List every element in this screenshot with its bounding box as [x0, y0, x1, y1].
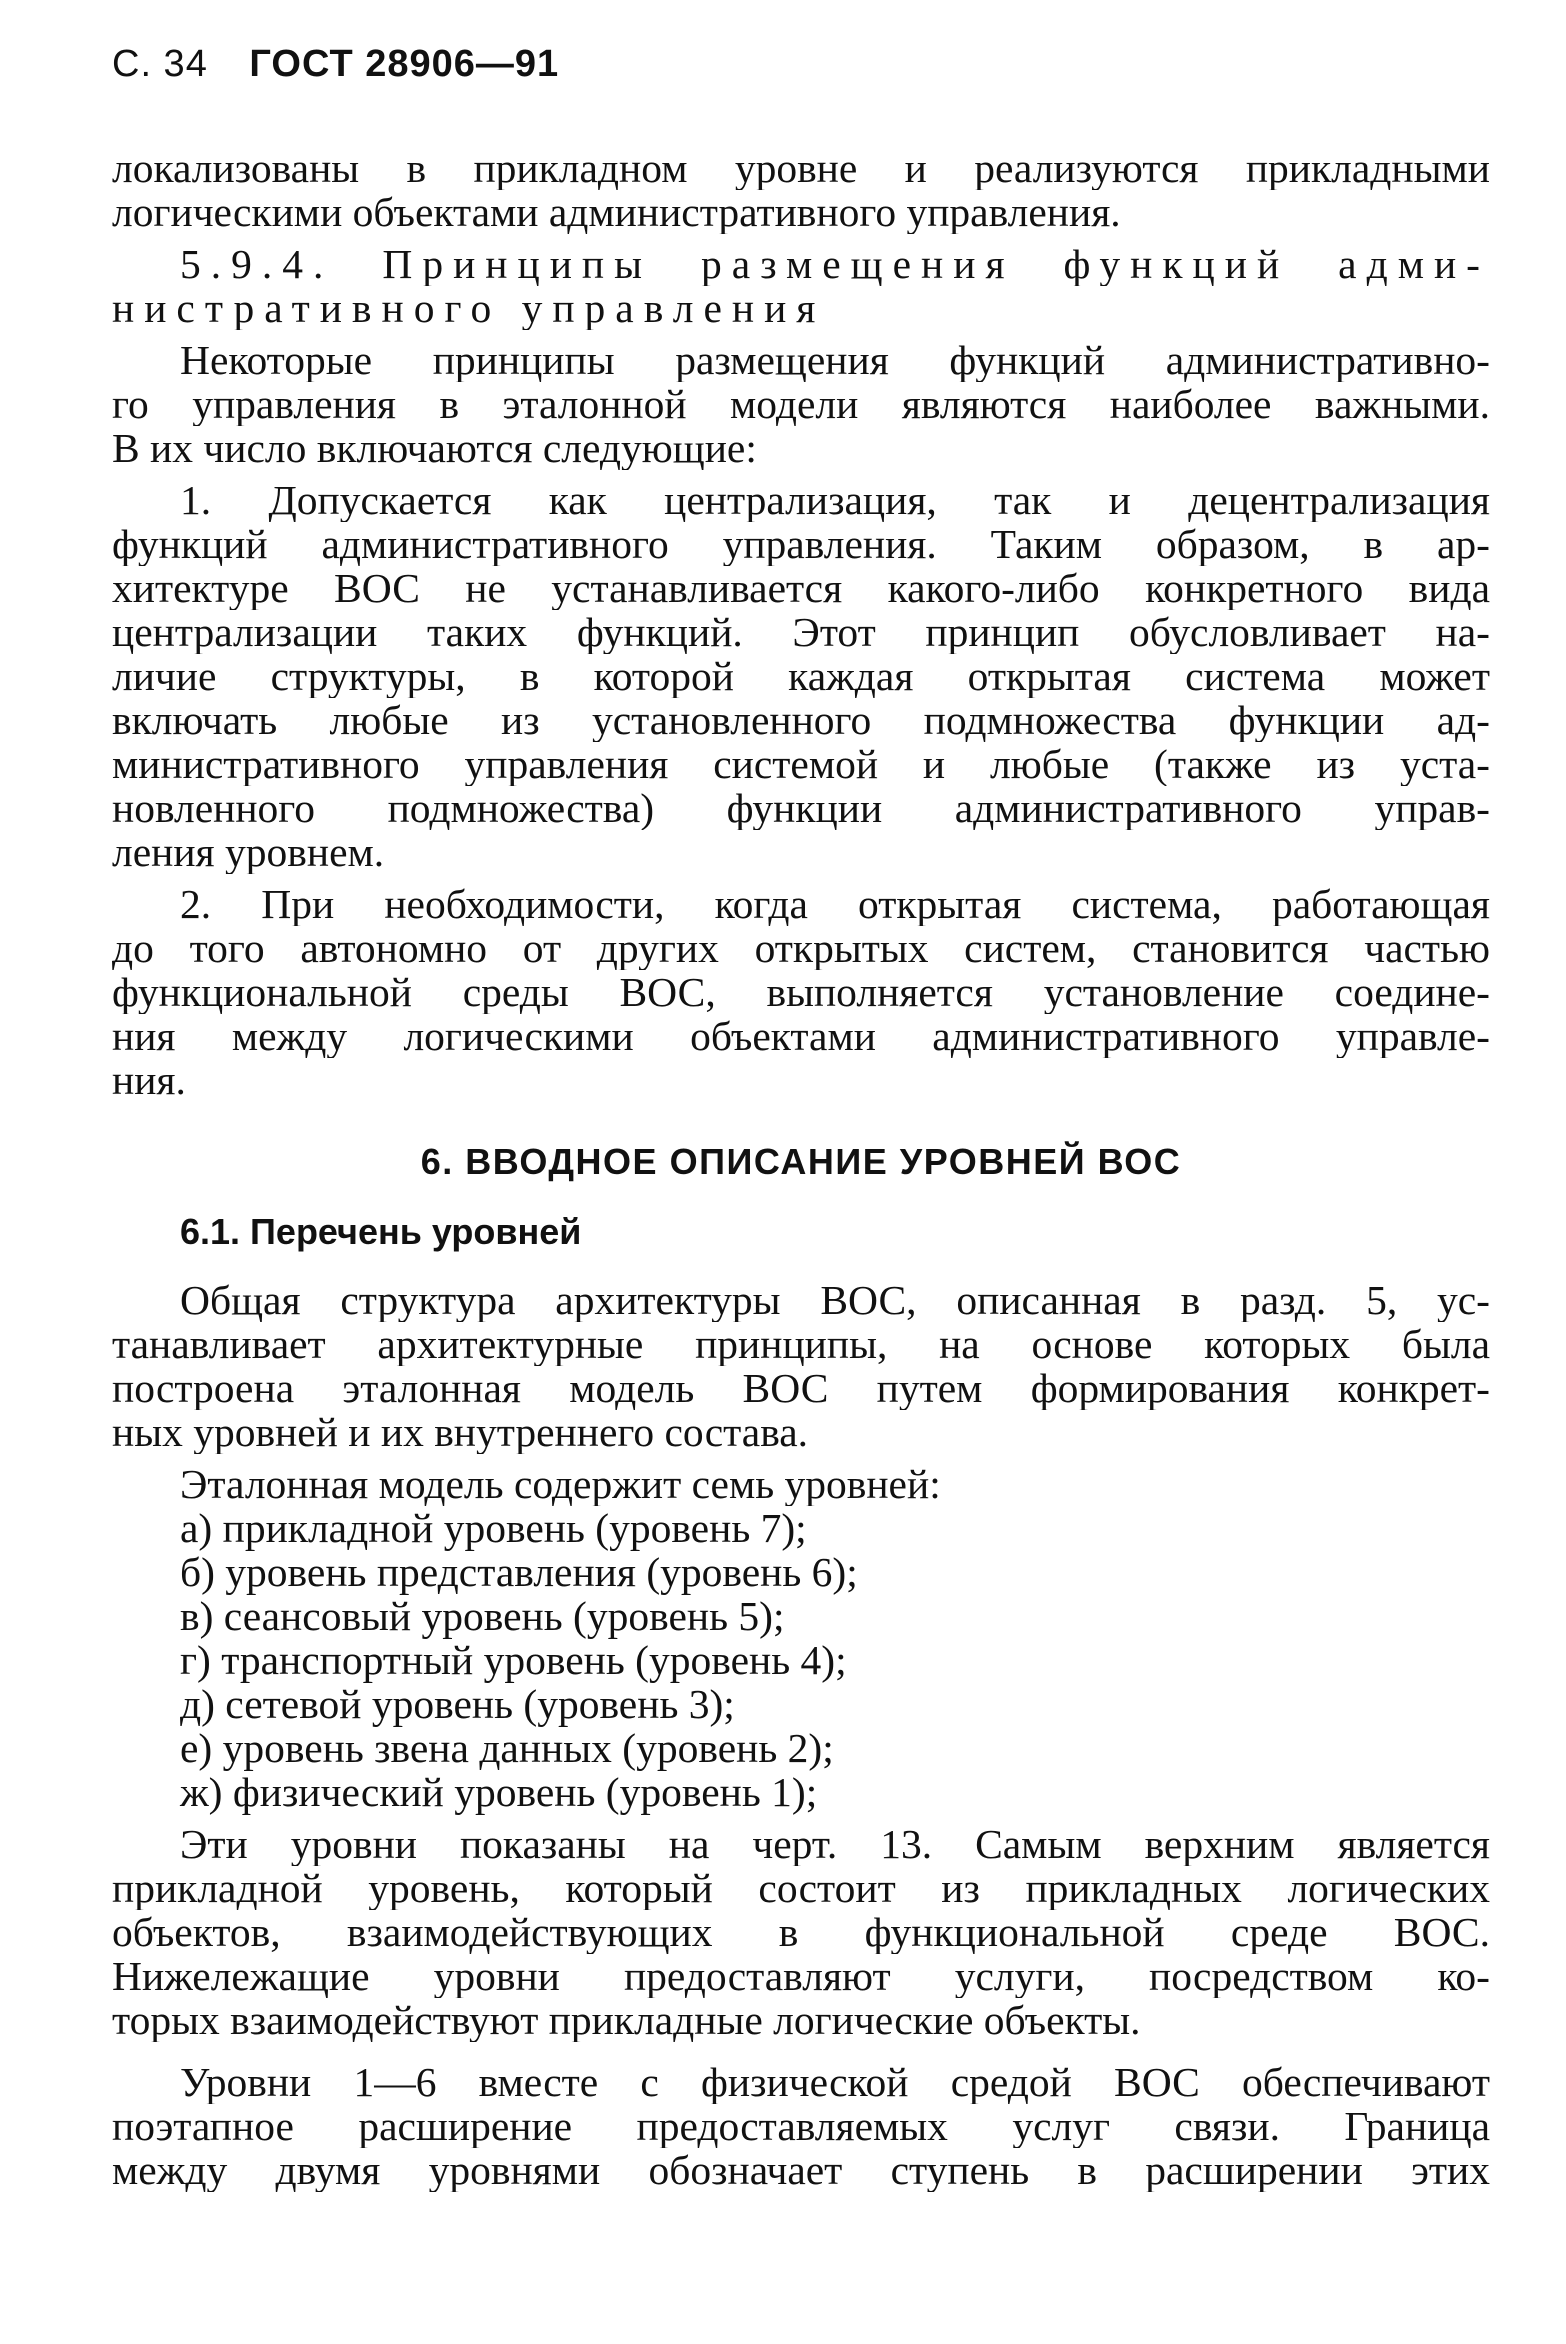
text-line: Нижележащие уровни предоставляют услуги, посредством ко- [112, 1954, 1490, 1998]
text-line: личие структуры, в которой каждая открытая система может [112, 654, 1490, 698]
text-line: построена эталонная модель ВОС путем формирования конкрет- [112, 1366, 1490, 1410]
text-line: централизации таких функций. Этот принцип обусловливает на- [112, 610, 1490, 654]
list-item: г) транспортный уровень (уровень 4); [180, 1637, 847, 1683]
paragraph-4 [112, 882, 1490, 1102]
page-header [112, 40, 1490, 88]
paragraph-5 [112, 1278, 1490, 1454]
text-line: ных уровней и их внутреннего состава. [112, 1410, 809, 1454]
text-line: министративного управления системой и любые (также из уста- [112, 742, 1490, 786]
text-line: 1. Допускается как централизация, так и децентрализация [180, 478, 1490, 522]
text-line: между двумя уровнями обозначает ступень в расширении этих [112, 2148, 1490, 2192]
list-item: д) сетевой уровень (уровень 3); [180, 1681, 735, 1727]
text-line: новленного подмножества) функции административного управ- [112, 786, 1490, 830]
text-line: Эти уровни показаны на черт. 13. Самым верхним является [180, 1822, 1490, 1866]
section-5-9-4-title [112, 242, 1490, 330]
list-item: ж) физический уровень (уровень 1); [180, 1769, 818, 1815]
text-line: локализованы в прикладном уровне и реализуются прикладными [112, 146, 1490, 190]
standard-number: ГОСТ 28906—91 [249, 43, 560, 85]
text-line: прикладной уровень, который состоит из прикладных логических [112, 1866, 1490, 1910]
paragraph-1 [112, 146, 1490, 234]
text-line: 5.9.4. Принципы размещения функций адми- [180, 242, 1490, 286]
text-line: логическими объектами административного управления. [112, 190, 1121, 234]
text-line: функций административного управления. Таким образом, в ар- [112, 522, 1490, 566]
list-item: в) сеансовый уровень (уровень 5); [180, 1593, 785, 1639]
text-line: В их число включаются следующие: [112, 426, 757, 470]
text-line: ния. [112, 1058, 186, 1102]
text-line: поэтапное расширение предоставляемых услуг связи. Граница [112, 2104, 1490, 2148]
section-6-1-heading: 6.1. Перечень уровней [180, 1211, 582, 1252]
text-line: функциональной среды ВОС, выполняется установление соедине- [112, 970, 1490, 1014]
text-line: Уровни 1—6 вместе с физической средой ВОС обеспечивают [180, 2060, 1490, 2104]
text-line: ления уровнем. [112, 830, 385, 874]
text-line: нистративного управления [112, 286, 826, 330]
text-line: 2. При необходимости, когда открытая система, работающая [180, 882, 1490, 926]
list-item: а) прикладной уровень (уровень 7); [180, 1505, 807, 1551]
text-line: объектов, взаимодействующих в функциональной среде ВОС. [112, 1910, 1490, 1954]
levels-list [112, 1506, 1490, 1814]
paragraph-3 [112, 478, 1490, 874]
document-page [112, 40, 1490, 2192]
text-line: включать любые из установленного подмножества функции ад- [112, 698, 1490, 742]
paragraph-2 [112, 338, 1490, 470]
paragraph-7 [112, 1822, 1490, 2042]
text-line: до того автономно от других открытых систем, становится частью [112, 926, 1490, 970]
text-line: хитектуре ВОС не устанавливается какого-либо конкретного вида [112, 566, 1490, 610]
text-line: танавливает архитектурные принципы, на основе которых была [112, 1322, 1490, 1366]
section-6-heading: 6. ВВОДНОЕ ОПИСАНИЕ УРОВНЕЙ ВОС [420, 1141, 1182, 1182]
text-line: торых взаимодействуют прикладные логические объекты. [112, 1998, 1141, 2042]
paragraph-8 [112, 2060, 1490, 2192]
text-line: Общая структура архитектуры ВОС, описанная в разд. 5, ус- [180, 1278, 1490, 1322]
page-number: С. 34 [112, 43, 208, 85]
text-line: Некоторые принципы размещения функций административно- [180, 338, 1490, 382]
text-line: го управления в эталонной модели являются наиболее важными. [112, 382, 1490, 426]
list-item: е) уровень звена данных (уровень 2); [180, 1725, 834, 1771]
paragraph-6: Эталонная модель содержит семь уровней: [180, 1462, 941, 1506]
text-line: ния между логическими объектами административного управле- [112, 1014, 1490, 1058]
list-item: б) уровень представления (уровень 6); [180, 1549, 858, 1595]
